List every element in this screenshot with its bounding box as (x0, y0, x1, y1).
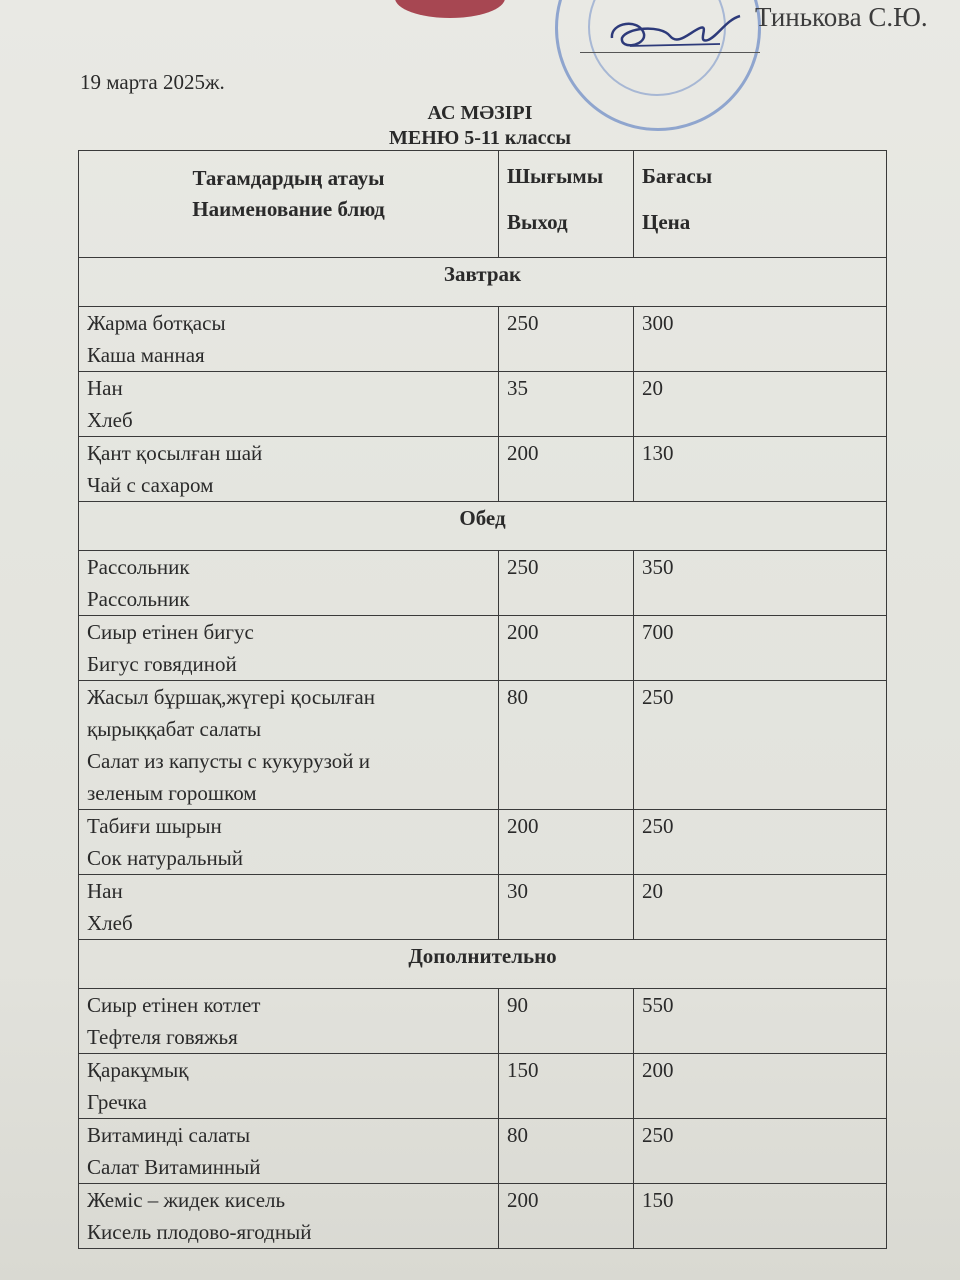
menu-table (78, 150, 887, 1249)
signature-line (580, 52, 760, 53)
table-row (79, 875, 887, 940)
column-header-yield (499, 151, 634, 258)
column-header-name (79, 151, 499, 258)
dish-name-cell (79, 681, 499, 810)
dish-name-russian: Тефтеля говяжья (87, 1025, 238, 1049)
price-cell: 130 (634, 437, 887, 502)
dish-name-kazakh: Нан (87, 376, 123, 400)
document-date: 19 марта 2025ж. (80, 70, 225, 94)
section-row (79, 940, 887, 989)
dish-name-kazakh: қырыққабат салаты (87, 717, 262, 741)
yield-cell: 30 (499, 875, 634, 940)
table-row (79, 989, 887, 1054)
dish-name-russian: Каша манная (87, 343, 205, 367)
price-cell: 550 (634, 989, 887, 1054)
price-cell: 20 (634, 875, 887, 940)
dish-name-kazakh: Жеміс – жидек кисель (87, 1188, 286, 1212)
yield-cell: 250 (499, 307, 634, 372)
table-row (79, 681, 887, 810)
price-cell: 700 (634, 616, 887, 681)
signer-name: Тинькова С.Ю. (755, 2, 928, 32)
price-cell: 200 (634, 1054, 887, 1119)
dish-name-russian: Салат из капусты с кукурузой и (87, 749, 371, 773)
section-row (79, 258, 887, 307)
dish-name-cell (79, 875, 499, 940)
dish-name-kazakh: Жасыл бұршақ,жүгері қосылған (87, 685, 375, 709)
yield-cell: 80 (499, 1119, 634, 1184)
dish-name-russian: зеленым горошком (87, 781, 257, 805)
section-title: Обед (79, 502, 887, 551)
table-row (79, 1054, 887, 1119)
yield-cell: 200 (499, 437, 634, 502)
table-row (79, 616, 887, 681)
dish-name-kazakh: Сиыр етінен бигус (87, 620, 254, 644)
dish-name-russian: Хлеб (87, 911, 133, 935)
yield-cell: 80 (499, 681, 634, 810)
title-russian: МЕНЮ 5-11 классы (389, 127, 571, 149)
yield-cell: 150 (499, 1054, 634, 1119)
dish-name-kazakh: Сиыр етінен котлет (87, 993, 261, 1017)
dish-name-cell (79, 1119, 499, 1184)
dish-name-kazakh: Қант қосылған шай (87, 441, 263, 465)
price-cell: 250 (634, 810, 887, 875)
price-cell: 20 (634, 372, 887, 437)
dish-name-kazakh: Рассольник (87, 555, 190, 579)
price-cell: 250 (634, 1119, 887, 1184)
column-header-yield-kz: Шығымы (507, 164, 604, 188)
dish-name-cell (79, 1184, 499, 1249)
column-header-yield-ru: Выход (507, 210, 568, 234)
dish-name-cell (79, 1054, 499, 1119)
dish-name-kazakh: Витаминді салаты (87, 1123, 251, 1147)
dish-name-russian: Кисель плодово-ягодный (87, 1220, 312, 1244)
dish-name-cell (79, 810, 499, 875)
dish-name-cell (79, 307, 499, 372)
table-row (79, 551, 887, 616)
table-row (79, 307, 887, 372)
dish-name-russian: Сок натуральный (87, 846, 244, 870)
section-row (79, 502, 887, 551)
column-header-name-kz: Тағамдардың атауы (192, 166, 385, 190)
table-row (79, 437, 887, 502)
column-header-price-ru: Цена (642, 210, 691, 234)
table-row (79, 810, 887, 875)
dish-name-cell (79, 437, 499, 502)
table-header-row (79, 151, 887, 258)
price-cell: 150 (634, 1184, 887, 1249)
yield-cell: 90 (499, 989, 634, 1054)
dish-name-russian: Чай с сахаром (87, 473, 214, 497)
dish-name-russian: Хлеб (87, 408, 133, 432)
price-cell: 300 (634, 307, 887, 372)
dish-name-cell (79, 372, 499, 437)
yield-cell: 35 (499, 372, 634, 437)
yield-cell: 200 (499, 616, 634, 681)
table-row (79, 372, 887, 437)
section-title: Завтрак (79, 258, 887, 307)
dish-name-kazakh: Қаракұмық (87, 1058, 189, 1082)
table-row (79, 1119, 887, 1184)
column-header-price-kz: Бағасы (642, 164, 713, 188)
column-header-price (634, 151, 887, 258)
yield-cell: 250 (499, 551, 634, 616)
dish-name-kazakh: Жарма ботқасы (87, 311, 226, 335)
price-cell: 250 (634, 681, 887, 810)
yield-cell: 200 (499, 810, 634, 875)
dish-name-russian: Бигус говядиной (87, 652, 237, 676)
title-kazakh: АС МӘЗІРІ (427, 102, 533, 124)
dish-name-cell (79, 989, 499, 1054)
column-header-name-ru: Наименование блюд (192, 197, 385, 221)
dish-name-cell (79, 551, 499, 616)
table-row (79, 1184, 887, 1249)
section-title: Дополнительно (79, 940, 887, 989)
price-cell: 350 (634, 551, 887, 616)
dish-name-russian: Салат Витаминный (87, 1155, 261, 1179)
dish-name-russian: Рассольник (87, 587, 190, 611)
yield-cell: 200 (499, 1184, 634, 1249)
dish-name-cell (79, 616, 499, 681)
dish-name-russian: Гречка (87, 1090, 147, 1114)
dish-name-kazakh: Табиғи шырын (87, 814, 222, 838)
dish-name-kazakh: Нан (87, 879, 123, 903)
